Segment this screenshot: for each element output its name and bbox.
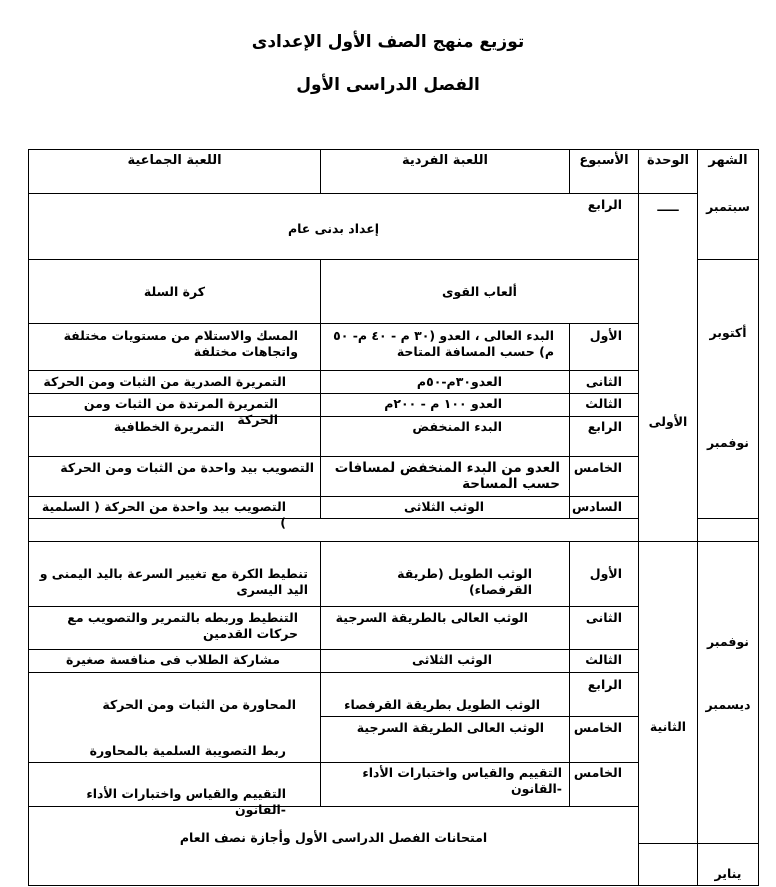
individual-activity: الوثب الثلاثى xyxy=(411,652,492,667)
month-november: نوفمبر xyxy=(707,634,749,649)
week-label: الرابع xyxy=(587,419,622,434)
week-label: الأول xyxy=(589,566,622,581)
month-december: ديسمبر xyxy=(705,697,751,712)
page-title: توزيع منهج الصف الأول الإعدادى xyxy=(251,32,525,52)
week-label: الخامس xyxy=(573,720,622,735)
team-activity: التمريرة الخطافية xyxy=(113,419,224,434)
unit-first: الأولى xyxy=(648,414,688,429)
month-november: نوفمبر xyxy=(707,435,749,450)
header-team-game: اللعبة الجماعية xyxy=(127,153,222,168)
week-label: السادس xyxy=(571,499,622,514)
team-activity: التمريرة الصدرية من الثبات ومن الحركة xyxy=(43,374,286,389)
week-label: الثانى xyxy=(585,374,622,389)
exams-label: امتحانات الفصل الدراسى الأول وأجازة نصف العام xyxy=(179,830,488,845)
header-week: الأسبوع xyxy=(579,153,629,168)
week-label: الرابع xyxy=(587,677,622,692)
team-activity: التصويب بيد واحدة من الحركة ( السلمية ) xyxy=(41,499,286,530)
individual-activity: العدو ١٠٠ م - ٢٠٠م xyxy=(384,396,502,411)
individual-activity: الوثب الطويل (طريقة القرفصاء) xyxy=(397,566,532,597)
individual-activity: الوثب الثلاثى xyxy=(403,499,484,514)
basketball-heading: كرة السلة xyxy=(143,284,206,299)
individual-activity: البدء العالى ، العدو (٣٠ م - ٤٠ م- ٥٠ م) حسب المسافة المتاحة xyxy=(333,328,554,359)
individual-activity: البدء المنخفض xyxy=(412,419,502,434)
team-activity: المحاورة من الثبات ومن الحركة xyxy=(102,697,296,712)
individual-activity: الوثب العالى الطريقة السرجية xyxy=(356,720,544,735)
unit-second: الثانية xyxy=(649,719,687,734)
individual-activity: التقييم والقياس واختبارات الأداء -القانون xyxy=(362,765,562,796)
month-january: يناير xyxy=(714,866,742,881)
team-activity: تنطيط الكرة مع تغيير السرعة باليد اليمنى و اليد اليسرى xyxy=(39,566,308,597)
team-activity: التنطيط وربطه بالتمرير والتصويب مع حركات القدمين xyxy=(67,610,298,641)
month-september: سبتمبر xyxy=(706,199,750,214)
general-fitness-label: إعداد بدنى عام xyxy=(287,221,380,236)
team-activity: المسك والاستلام من مستويات مختلفة واتجاهات مختلفة xyxy=(63,328,298,359)
team-activity: مشاركة الطلاب فى منافسة صغيرة xyxy=(65,652,280,667)
page-subtitle: الفصل الدراسى الأول xyxy=(296,75,480,95)
week-label: الخامس xyxy=(573,460,622,475)
week-label: الثالث xyxy=(585,396,622,411)
athletics-heading: ألعاب القوى xyxy=(442,284,517,299)
week-label: الخامس xyxy=(573,765,622,780)
individual-activity: الوثب العالى بالطريقة السرجية xyxy=(335,610,528,625)
header-unit: الوحدة xyxy=(646,153,690,168)
header-month: الشهر xyxy=(708,153,748,168)
week-label: الأول xyxy=(589,328,622,343)
week-label: الرابع xyxy=(587,197,622,212)
unit-dash: ـــــ xyxy=(657,199,679,214)
month-october: أكتوبر xyxy=(709,325,747,340)
individual-activity: العدو من البدء المنخفض لمسافات حسب المساحة xyxy=(334,460,560,492)
team-activity: التمريرة المرتدة من الثبات ومن الحركة xyxy=(83,396,278,427)
individual-activity: العدو٣٠م-٥٠م xyxy=(416,374,502,389)
week-label: الثانى xyxy=(585,610,622,625)
header-individual-game: اللعبة الفردية xyxy=(402,153,488,168)
team-activity: ربط التصويبة السلمية بالمحاورة xyxy=(89,743,286,758)
individual-activity: الوثب الطويل بطريقة القرفصاء xyxy=(344,697,540,712)
week-label: الثالث xyxy=(585,652,622,667)
team-activity: التقييم والقياس واختبارات الأداء -القانون xyxy=(86,786,286,817)
team-activity: التصويب بيد واحدة من الثبات ومن الحركة xyxy=(60,460,314,475)
